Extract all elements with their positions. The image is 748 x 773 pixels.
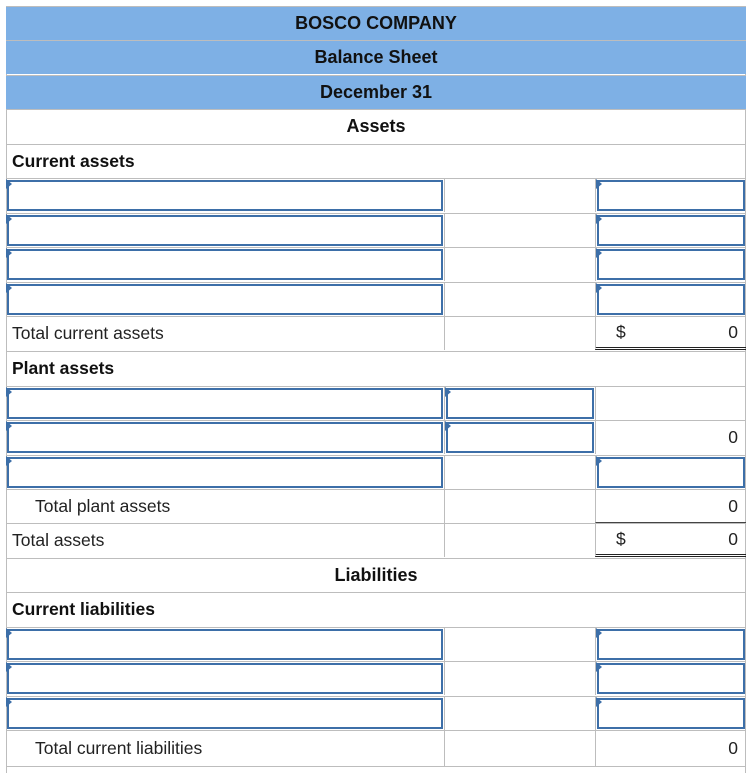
amount-input[interactable] bbox=[446, 388, 594, 419]
empty-cell bbox=[444, 317, 595, 350]
current-asset-row bbox=[6, 178, 746, 212]
account-name-input[interactable] bbox=[7, 284, 443, 315]
current-asset-row bbox=[6, 247, 746, 281]
dropdown-marker-icon bbox=[6, 662, 12, 672]
amount-cell bbox=[595, 697, 746, 730]
amount-cell bbox=[595, 456, 746, 489]
amount-input[interactable] bbox=[597, 629, 745, 660]
company-name-row bbox=[6, 6, 746, 40]
amount-input[interactable] bbox=[597, 180, 745, 211]
amount-input[interactable] bbox=[597, 663, 745, 694]
account-name-input[interactable] bbox=[7, 698, 443, 729]
empty-cell bbox=[444, 248, 595, 281]
account-name-cell bbox=[6, 628, 444, 661]
current-assets-heading-row bbox=[6, 144, 746, 178]
plant-asset-row bbox=[6, 455, 746, 489]
statement-date: December 31 bbox=[319, 82, 433, 102]
empty-cell bbox=[444, 731, 595, 766]
account-name-cell bbox=[6, 248, 444, 281]
assets-section-row bbox=[6, 109, 746, 143]
account-name-input[interactable] bbox=[7, 663, 443, 694]
empty-cell bbox=[444, 628, 595, 661]
amount-cell bbox=[595, 179, 746, 212]
total-current-liabilities-value: 0 bbox=[728, 738, 738, 758]
empty-cell bbox=[444, 697, 595, 730]
dropdown-marker-icon bbox=[445, 387, 451, 397]
amount-input[interactable] bbox=[597, 457, 745, 488]
dropdown-marker-icon bbox=[6, 387, 12, 397]
dropdown-marker-icon bbox=[6, 248, 12, 258]
amount-input[interactable] bbox=[446, 422, 594, 453]
current-assets-heading: Current assets bbox=[12, 151, 135, 171]
account-name-cell bbox=[6, 697, 444, 730]
amount-cell bbox=[595, 214, 746, 247]
amount-cell bbox=[595, 628, 746, 661]
dropdown-marker-icon bbox=[596, 283, 602, 293]
dropdown-marker-icon bbox=[6, 179, 12, 189]
computed-cell bbox=[595, 421, 746, 454]
computed-value: 0 bbox=[728, 427, 738, 447]
dropdown-marker-icon bbox=[596, 628, 602, 638]
dropdown-marker-icon bbox=[6, 697, 12, 707]
total-current-assets-label: Total current assets bbox=[12, 323, 164, 343]
account-name-cell bbox=[6, 662, 444, 695]
statement-title-row bbox=[6, 40, 746, 74]
empty-cell bbox=[444, 456, 595, 489]
empty-cell bbox=[444, 524, 595, 557]
amount-cell bbox=[595, 662, 746, 695]
amount-input[interactable] bbox=[597, 284, 745, 315]
current-liability-row bbox=[6, 627, 746, 661]
account-name-input[interactable] bbox=[7, 215, 443, 246]
account-name-cell bbox=[6, 283, 444, 316]
amount-cell bbox=[595, 248, 746, 281]
current-liabilities-heading: Current liabilities bbox=[12, 599, 155, 619]
liabilities-section-row bbox=[6, 558, 746, 592]
total-plant-assets-value: 0 bbox=[728, 495, 738, 516]
total-assets-cell bbox=[595, 524, 746, 557]
total-plant-assets-cell bbox=[595, 490, 746, 523]
total-plant-assets-label: Total plant assets bbox=[35, 496, 171, 516]
dropdown-marker-icon bbox=[596, 179, 602, 189]
account-name-input[interactable] bbox=[7, 422, 443, 453]
statement-title: Balance Sheet bbox=[314, 47, 438, 67]
account-name-cell bbox=[6, 456, 444, 489]
account-name-input[interactable] bbox=[7, 457, 443, 488]
dropdown-marker-icon bbox=[6, 214, 12, 224]
amount-input[interactable] bbox=[597, 698, 745, 729]
assets-section-title: Assets bbox=[346, 116, 406, 136]
total-plant-assets-row bbox=[6, 489, 746, 523]
total-current-liabilities-label: Total current liabilities bbox=[35, 738, 203, 758]
empty-cell bbox=[444, 283, 595, 316]
empty-cell bbox=[444, 214, 595, 247]
plant-asset-row bbox=[6, 420, 746, 454]
dropdown-marker-icon bbox=[445, 421, 451, 431]
account-name-cell bbox=[6, 179, 444, 212]
dropdown-marker-icon bbox=[596, 456, 602, 466]
dropdown-marker-icon bbox=[6, 283, 12, 293]
plant-assets-heading-row bbox=[6, 351, 746, 385]
empty-cell bbox=[444, 490, 595, 523]
total-current-liabilities-row bbox=[6, 730, 746, 766]
current-liability-row bbox=[6, 661, 746, 695]
amount-cell bbox=[595, 283, 746, 316]
dropdown-marker-icon bbox=[596, 248, 602, 258]
account-name-cell bbox=[6, 214, 444, 247]
plant-assets-heading: Plant assets bbox=[12, 358, 115, 378]
amount-cell bbox=[444, 387, 595, 420]
dropdown-marker-icon bbox=[6, 628, 12, 638]
plant-asset-row bbox=[6, 386, 746, 420]
statement-date-row bbox=[6, 75, 746, 109]
dropdown-marker-icon bbox=[596, 697, 602, 707]
amount-input[interactable] bbox=[597, 215, 745, 246]
total-current-assets-row bbox=[6, 316, 746, 350]
account-name-input[interactable] bbox=[7, 180, 443, 211]
empty-cell bbox=[444, 179, 595, 212]
account-name-input[interactable] bbox=[7, 249, 443, 280]
bottom-border bbox=[6, 766, 746, 767]
total-assets-label: Total assets bbox=[12, 530, 105, 550]
total-current-assets-value: 0 bbox=[728, 321, 738, 342]
account-name-input[interactable] bbox=[7, 629, 443, 660]
total-current-liabilities-cell bbox=[595, 731, 746, 766]
total-assets-value: 0 bbox=[728, 528, 738, 549]
currency-symbol: $ bbox=[616, 321, 626, 342]
company-name: BOSCO COMPANY bbox=[295, 13, 457, 33]
empty-cell bbox=[595, 387, 746, 420]
amount-input[interactable] bbox=[597, 249, 745, 280]
total-current-assets-cell bbox=[595, 317, 746, 350]
empty-cell bbox=[444, 662, 595, 695]
dropdown-marker-icon bbox=[6, 421, 12, 431]
liabilities-section-title: Liabilities bbox=[334, 565, 418, 585]
currency-symbol: $ bbox=[616, 528, 626, 549]
dropdown-marker-icon bbox=[596, 214, 602, 224]
total-assets-row bbox=[6, 523, 746, 557]
dropdown-marker-icon bbox=[6, 456, 12, 466]
account-name-input[interactable] bbox=[7, 388, 443, 419]
amount-cell bbox=[444, 421, 595, 454]
current-liabilities-heading-row bbox=[6, 592, 746, 626]
dropdown-marker-icon bbox=[596, 662, 602, 672]
current-liability-row bbox=[6, 696, 746, 730]
current-asset-row bbox=[6, 282, 746, 316]
account-name-cell bbox=[6, 421, 444, 454]
account-name-cell bbox=[6, 387, 444, 420]
current-asset-row bbox=[6, 213, 746, 247]
